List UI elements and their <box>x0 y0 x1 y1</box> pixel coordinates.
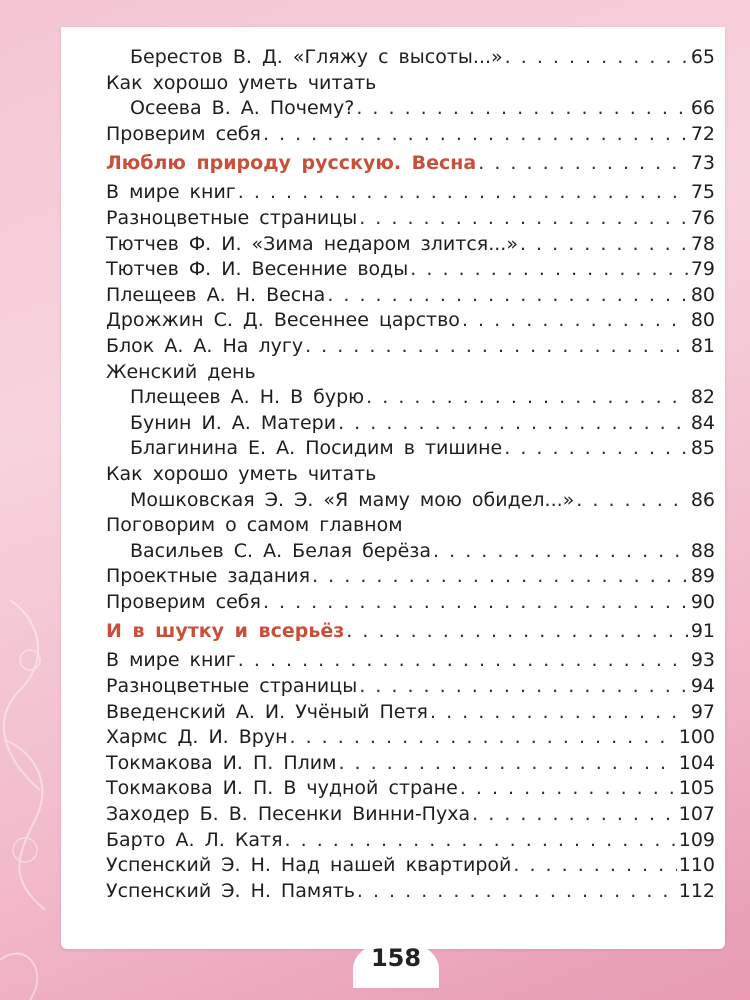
toc-entry <box>106 360 715 386</box>
page-number: 158 <box>370 944 422 972</box>
toc-entry-page: 66 <box>690 97 715 120</box>
toc-entry-title: Введенский А. И. Учёный Петя <box>106 700 428 723</box>
toc-entry-page: 89 <box>690 565 715 588</box>
toc-entry-page: 72 <box>690 122 715 145</box>
toc-entry-page: 86 <box>690 488 715 511</box>
toc-entry <box>106 206 715 232</box>
toc-entry <box>106 257 715 283</box>
toc-entry-page: 78 <box>690 232 715 255</box>
toc-entry <box>106 122 715 148</box>
toc-dot-leader <box>410 257 689 283</box>
toc-entry <box>106 513 715 539</box>
toc-entry-title: Васильев С. А. Белая берёза <box>130 539 432 562</box>
toc-dot-leader <box>263 122 689 148</box>
toc-entry-page: 73 <box>690 152 715 175</box>
toc-entry-title: Разноцветные страницы <box>106 675 358 698</box>
toc-entry-page: 80 <box>690 283 715 306</box>
toc-entry-title: В мире книг <box>106 649 236 672</box>
toc-entry <box>106 334 715 360</box>
toc-entry <box>106 648 715 674</box>
toc-entry-title: Осеева В. А. Почему? <box>130 97 355 120</box>
toc-entry-title: И в шутку и всерьёз <box>106 620 345 643</box>
toc-dot-leader <box>520 232 689 258</box>
toc-entry-title: Тютчев Ф. И. Весенние воды <box>106 258 409 281</box>
toc-entry <box>106 436 715 462</box>
toc-entry-page: 97 <box>690 700 715 723</box>
toc-dot-leader <box>285 828 677 854</box>
toc-entry-title: Плещеев А. Н. Весна <box>106 283 326 306</box>
toc-entry-page: 100 <box>678 726 715 749</box>
toc-entry-title: Токмакова И. П. Плим <box>106 751 337 774</box>
toc-entry-page: 112 <box>678 879 715 902</box>
toc-dot-leader <box>366 385 689 411</box>
toc-entry-title: Хармс Д. И. Врун <box>106 726 288 749</box>
toc-dot-leader <box>238 648 689 674</box>
toc-entry-page: 65 <box>690 46 715 68</box>
toc-entry <box>106 879 715 905</box>
toc-dot-leader <box>357 879 677 905</box>
toc-dot-leader <box>338 751 676 777</box>
toc-dot-leader <box>263 590 689 616</box>
toc-entry <box>106 45 715 71</box>
toc-dot-leader <box>460 776 677 802</box>
toc-dot-leader <box>238 180 689 206</box>
toc-entry <box>106 828 715 854</box>
toc-dot-leader <box>513 853 676 879</box>
floral-pattern-decoration <box>0 560 70 1000</box>
toc-entry <box>106 232 715 258</box>
toc-entry <box>106 725 715 751</box>
toc-entry-title: Тютчев Ф. И. «Зима недаром злится...» <box>106 232 518 255</box>
toc-entry-title: Успенский Э. Н. Память <box>106 879 355 902</box>
toc-entry-page: 104 <box>678 751 715 774</box>
toc-entry <box>106 853 715 879</box>
toc-entry-title: Бунин И. А. Матери <box>130 411 337 434</box>
toc-dot-leader <box>472 802 677 828</box>
toc-entry-page: 91 <box>690 620 715 643</box>
toc-entry-page: 110 <box>678 854 715 877</box>
toc-dot-leader <box>356 96 688 122</box>
toc-entry-title: Женский день <box>106 360 256 383</box>
toc-entry <box>106 590 715 616</box>
toc-entry-title: Люблю природу русскую. Весна <box>106 152 477 175</box>
toc-entry-title: Успенский Э. Н. Над нашей квартирой <box>106 854 512 877</box>
toc-entry-title: Токмакова И. П. В чудной стране <box>106 777 458 800</box>
toc-entry-title: Проверим себя <box>106 122 261 145</box>
toc-entry-page: 76 <box>690 206 715 229</box>
toc-dot-leader <box>505 45 689 71</box>
toc-entry-title: Берестов В. Д. «Гляжу с высоты...» <box>130 46 503 68</box>
toc-dot-leader <box>327 283 689 309</box>
toc-entry <box>106 564 715 590</box>
toc-entry-page: 81 <box>690 334 715 357</box>
toc-entry-title: Как хорошо уметь читать <box>106 462 377 485</box>
toc-dot-leader <box>504 436 689 462</box>
toc-entry-page: 90 <box>690 590 715 613</box>
toc-dot-leader <box>576 488 689 514</box>
toc-entry <box>106 462 715 488</box>
toc-entry <box>106 96 715 122</box>
toc-entry-page: 105 <box>678 777 715 800</box>
toc-dot-leader <box>338 411 689 437</box>
toc-entry-title: Заходер Б. В. Песенки Винни-Пуха <box>106 803 471 826</box>
toc-entry-title: Поговорим о самом главном <box>106 514 403 537</box>
toc-entry <box>106 751 715 777</box>
toc-entry-page: 79 <box>690 258 715 281</box>
toc-section-heading <box>106 615 715 648</box>
toc-section-heading <box>106 147 715 180</box>
toc-entry <box>106 283 715 309</box>
toc-entry-page: 75 <box>690 181 715 204</box>
toc-dot-leader <box>478 147 689 180</box>
toc-dot-leader <box>462 308 689 334</box>
toc-entry-page: 107 <box>678 803 715 826</box>
toc-entry-page: 94 <box>690 675 715 698</box>
toc-dot-leader <box>359 206 689 232</box>
toc-entry <box>106 539 715 565</box>
toc-entry-page: 82 <box>690 386 715 409</box>
toc-entry-title: Мошковская Э. Э. «Я маму мою обидел...» <box>130 488 575 511</box>
toc-dot-leader <box>305 334 689 360</box>
toc-entry-title: В мире книг <box>106 181 236 204</box>
toc-entry-title: Благинина Е. А. Посидим в тишине <box>130 437 503 460</box>
toc-entry-page: 85 <box>690 437 715 460</box>
toc-page <box>61 27 725 949</box>
toc-entry-title: Дрожжин С. Д. Весеннее царство <box>106 309 460 332</box>
toc-entry-title: Проверим себя <box>106 590 261 613</box>
toc-dot-leader <box>433 539 689 565</box>
toc-entry <box>106 411 715 437</box>
toc-dot-leader <box>312 564 689 590</box>
toc-entry-page: 88 <box>690 539 715 562</box>
toc-dot-leader <box>430 700 689 726</box>
toc-entry <box>106 71 715 97</box>
toc-entry-title: Плещеев А. Н. В бурю <box>130 386 365 409</box>
table-of-contents <box>106 45 715 904</box>
toc-dot-leader <box>290 725 677 751</box>
toc-entry <box>106 802 715 828</box>
toc-entry <box>106 488 715 514</box>
toc-entry-title: Блок А. А. На лугу <box>106 334 304 357</box>
toc-entry-title: Разноцветные страницы <box>106 206 358 229</box>
toc-entry-page: 84 <box>690 411 715 434</box>
toc-dot-leader <box>359 674 689 700</box>
toc-entry-page: 93 <box>690 649 715 672</box>
toc-entry-title: Барто А. Л. Катя <box>106 828 283 851</box>
toc-entry <box>106 700 715 726</box>
toc-dot-leader <box>346 615 689 648</box>
toc-entry-page: 80 <box>690 309 715 332</box>
toc-entry-title: Как хорошо уметь читать <box>106 71 377 94</box>
toc-entry <box>106 308 715 334</box>
toc-entry <box>106 180 715 206</box>
toc-entry <box>106 385 715 411</box>
toc-entry-page: 109 <box>678 828 715 851</box>
toc-entry <box>106 674 715 700</box>
toc-entry <box>106 776 715 802</box>
toc-entry-title: Проектные задания <box>106 565 311 588</box>
